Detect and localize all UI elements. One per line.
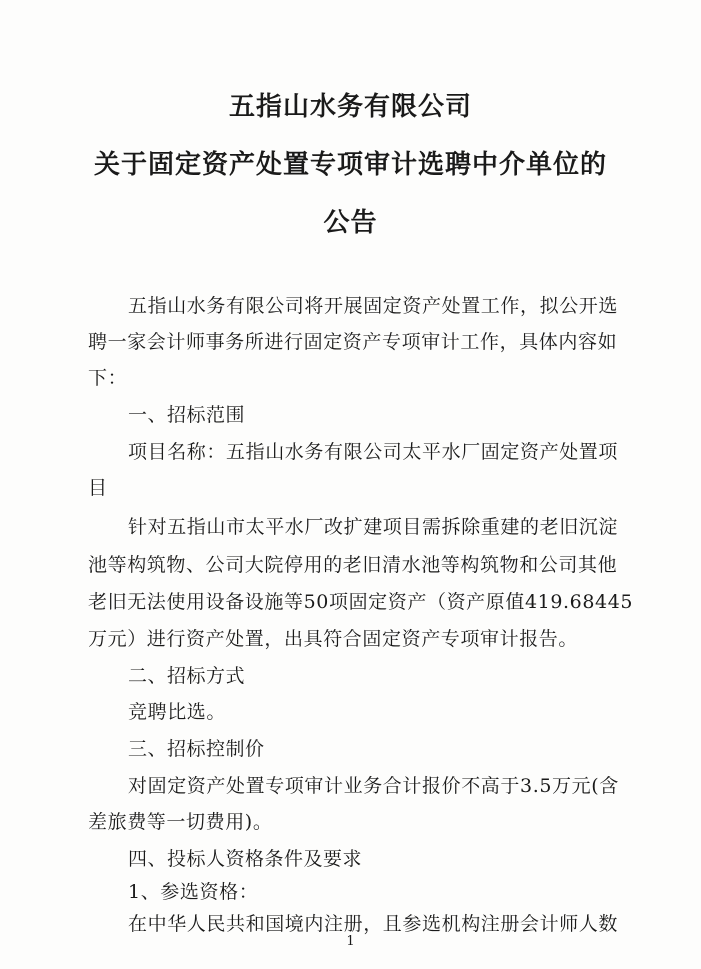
scope-paragraph-line: 万元）进行资产处置，出具符合固定资产专项审计报告。 [88,628,579,650]
section-heading-qualification: 四、投标人资格条件及要求 [128,848,363,870]
scope-paragraph-line: 老旧无法使用设备设施等50项固定资产（资产原值419.68445 [88,591,634,613]
document-title-company: 五指山水务有限公司 [228,92,472,122]
qualification-subheading: 1、参选资格： [128,881,259,903]
document-title-subject: 关于固定资产处置专项审计选聘中介单位的 [93,150,607,180]
price-paragraph-line: 差旅费等一切费用)。 [88,811,273,833]
intro-paragraph-line: 五指山水务有限公司将开展固定资产处置工作，拟公开选 [128,295,619,317]
page-number: 1 [346,934,355,949]
method-body: 竞聘比选。 [128,701,227,723]
section-heading-scope: 一、招标范围 [128,404,246,426]
qualification-body-line: 在中华人民共和国境内注册，且参选机构注册会计师人数 [128,913,619,935]
scope-paragraph-line: 池等构筑物、公司大院停用的老旧清水池等构筑物和公司其他 [88,554,618,576]
price-paragraph-line: 对固定资产处置专项审计业务合计报价不高于3.5万元(含 [128,775,619,797]
section-heading-price: 三、招标控制价 [128,738,265,760]
document-title-notice: 公告 [323,208,378,238]
section-heading-method: 二、招标方式 [128,665,246,687]
scope-paragraph-line: 针对五指山市太平水厂改扩建项目需拆除重建的老旧沉淀 [128,516,619,538]
project-name-line: 目 [88,477,108,499]
project-name-line: 项目名称：五指山水务有限公司太平水厂固定资产处置项 [128,441,619,463]
intro-paragraph-line: 下： [88,367,128,389]
intro-paragraph-line: 聘一家会计师事务所进行固定资产专项审计工作，具体内容如 [88,331,618,353]
